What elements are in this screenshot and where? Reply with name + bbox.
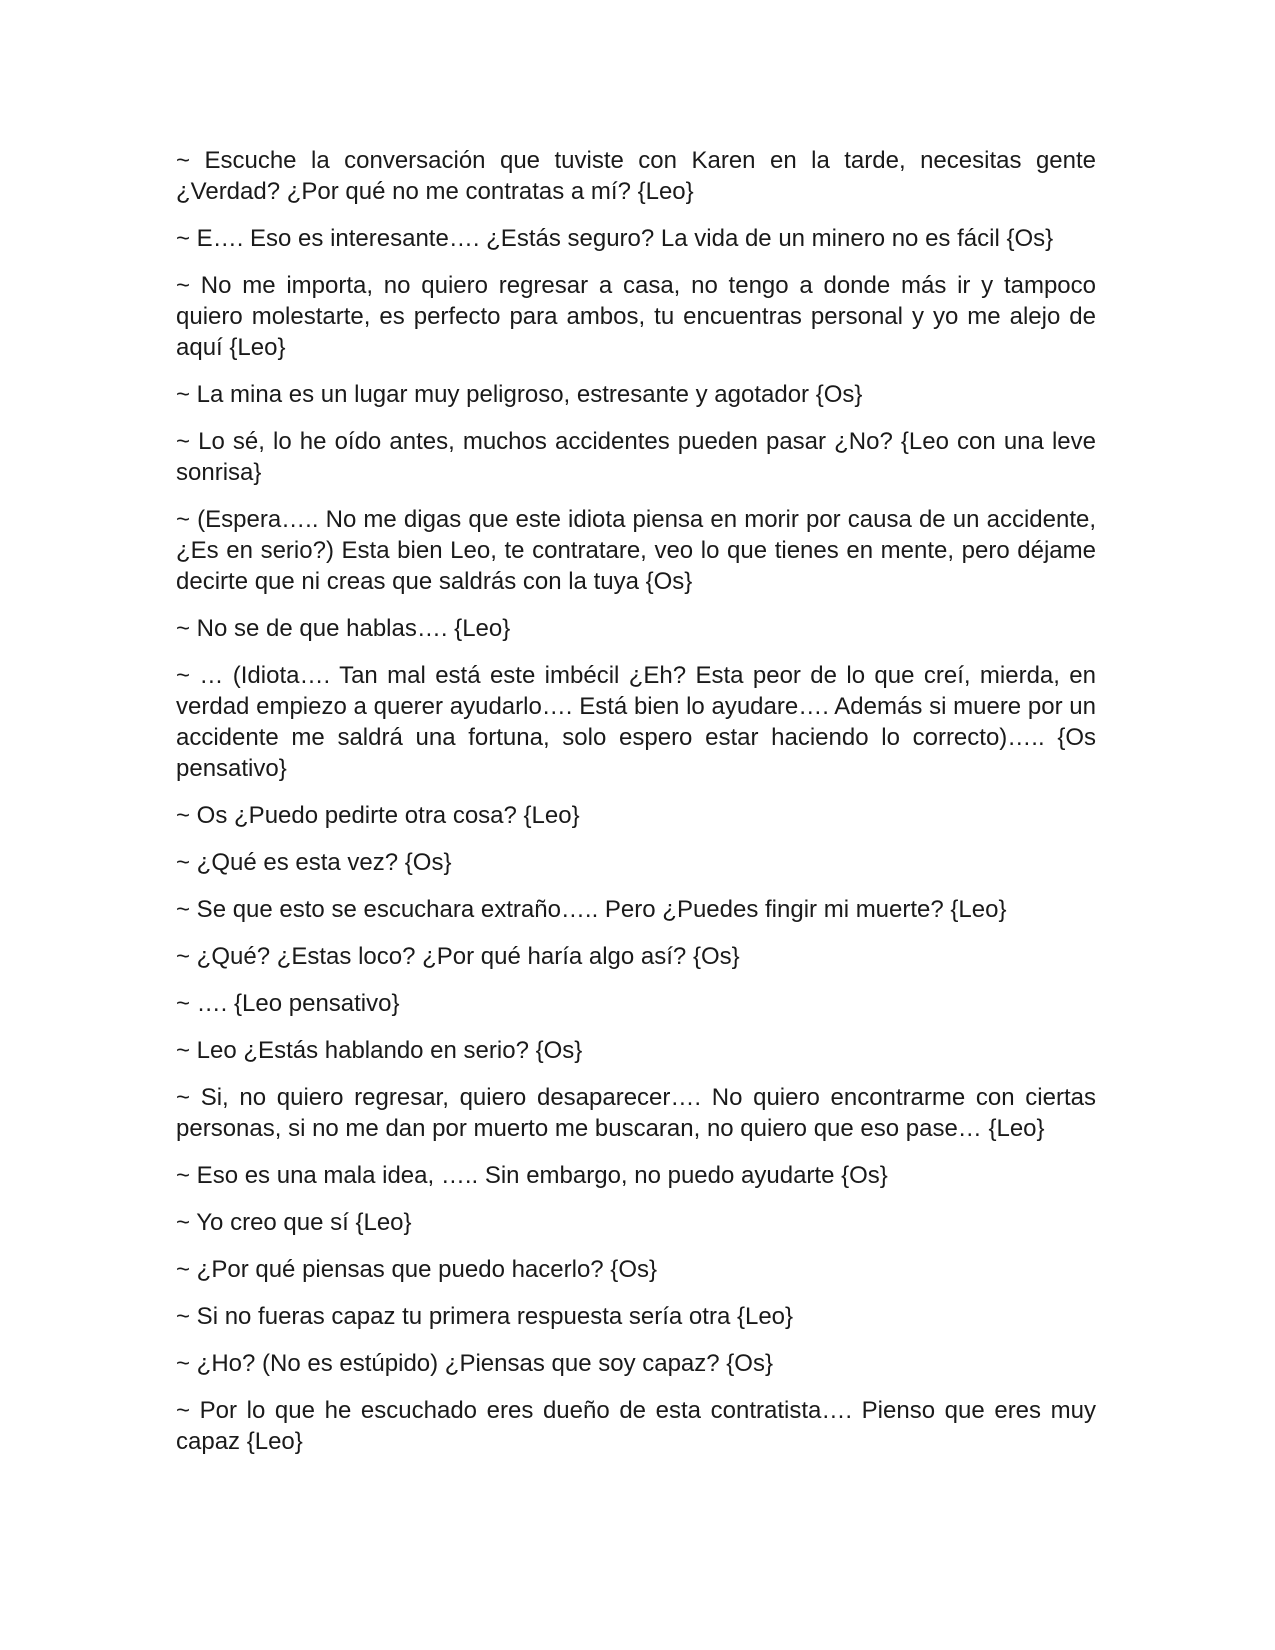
dialogue-paragraph: ~ E…. Eso es interesante…. ¿Estás seguro? La vida de un minero no es fácil {Os} xyxy=(176,225,1054,252)
dialogue-paragraph: ~ Escuche la conversación que tuviste con Karen en la tarde, necesitas gente ¿Verdad? ¿Por qué no me contratas a mí? {Leo} xyxy=(176,147,1096,205)
dialogue-paragraph: ~ Yo creo que sí {Leo} xyxy=(176,1209,412,1236)
dialogue-paragraph: ~ Lo sé, lo he oído antes, muchos accidentes pueden pasar ¿No? {Leo con una leve sonrisa} xyxy=(176,428,1096,486)
dialogue-paragraph: ~ Leo ¿Estás hablando en serio? {Os} xyxy=(176,1037,583,1064)
dialogue-paragraph: ~ ¿Ho? (No es estúpido) ¿Piensas que soy capaz? {Os} xyxy=(176,1350,773,1377)
document-page xyxy=(176,145,1096,1473)
dialogue-paragraph: ~ Os ¿Puedo pedirte otra cosa? {Leo} xyxy=(176,802,580,829)
dialogue-paragraph: ~ Se que esto se escuchara extraño….. Pero ¿Puedes fingir mi muerte? {Leo} xyxy=(176,896,1007,923)
dialogue-paragraph: ~ No se de que hablas…. {Leo} xyxy=(176,615,511,642)
dialogue-paragraph: ~ Si no fueras capaz tu primera respuesta sería otra {Leo} xyxy=(176,1303,794,1330)
dialogue-paragraph: ~ Por lo que he escuchado eres dueño de esta contratista…. Pienso que eres muy capaz {Leo} xyxy=(176,1397,1096,1455)
dialogue-paragraph: ~ ¿Qué es esta vez? {Os} xyxy=(176,849,452,876)
dialogue-paragraph: ~ … (Idiota…. Tan mal está este imbécil ¿Eh? Esta peor de lo que creí, mierda, en verdad empiezo a querer ayudarlo…. Está bien lo ayudare…. Además si muere por un accidente me saldrá una fortuna, solo espero estar haciendo lo correcto)….. {Os pensativo} xyxy=(176,662,1096,782)
dialogue-paragraph: ~ Eso es una mala idea, ….. Sin embargo, no puedo ayudarte {Os} xyxy=(176,1162,888,1189)
dialogue-paragraph: ~ Si, no quiero regresar, quiero desaparecer…. No quiero encontrarme con ciertas personas, si no me dan por muerto me buscaran, no quiero que eso pase… {Leo} xyxy=(176,1084,1096,1142)
dialogue-paragraph: ~ ¿Por qué piensas que puedo hacerlo? {Os} xyxy=(176,1256,658,1283)
dialogue-paragraph: ~ La mina es un lugar muy peligroso, estresante y agotador {Os} xyxy=(176,381,863,408)
dialogue-paragraph: ~ ¿Qué? ¿Estas loco? ¿Por qué haría algo así? {Os} xyxy=(176,943,740,970)
dialogue-paragraph: ~ No me importa, no quiero regresar a casa, no tengo a donde más ir y tampoco quiero molestarte, es perfecto para ambos, tu encuentras personal y yo me alejo de aquí {Leo} xyxy=(176,272,1096,361)
dialogue-paragraph: ~ …. {Leo pensativo} xyxy=(176,990,400,1017)
dialogue-paragraph: ~ (Espera….. No me digas que este idiota piensa en morir por causa de un accidente, ¿Es en serio?) Esta bien Leo, te contratare, veo lo que tienes en mente, pero déjame decirte que ni creas que saldrás con la tuya {Os} xyxy=(176,506,1096,595)
